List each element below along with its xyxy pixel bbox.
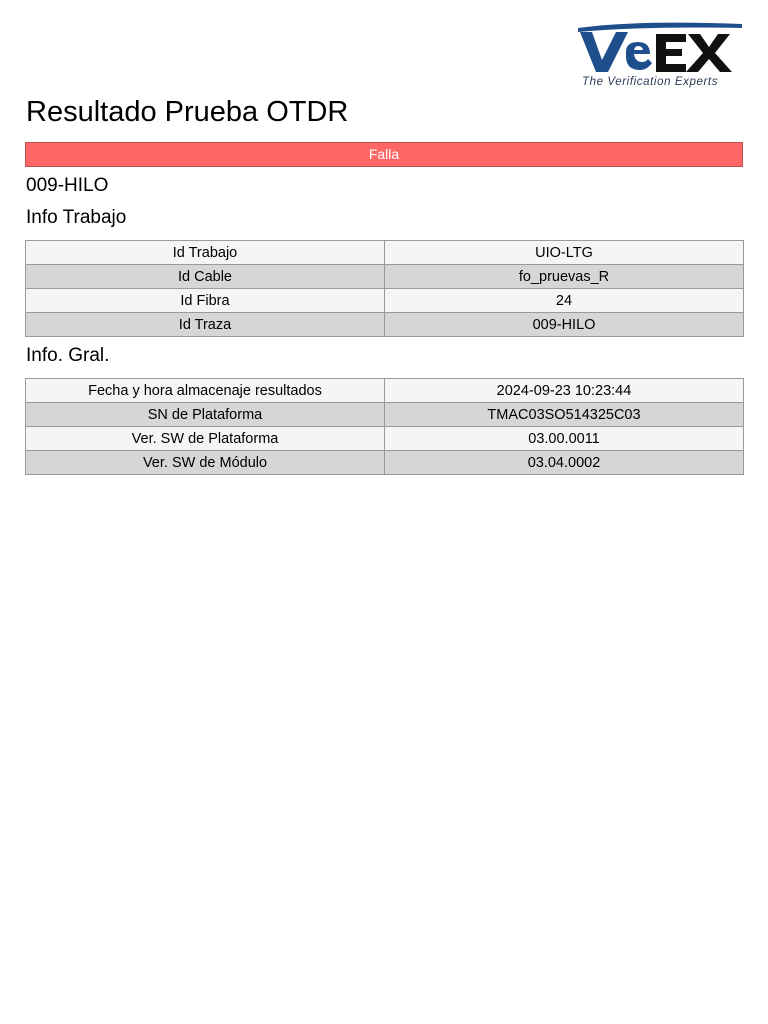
row-value: 009-HILO xyxy=(385,313,744,337)
job-info-heading: Info Trabajo xyxy=(26,207,127,228)
veex-logo xyxy=(576,22,744,92)
veex-logo-mark xyxy=(576,22,744,74)
row-value: fo_pruevas_R xyxy=(385,265,744,289)
table-row xyxy=(26,379,744,403)
row-label: Id Trabajo xyxy=(26,241,385,265)
general-info-heading: Info. Gral. xyxy=(26,345,110,366)
table-row xyxy=(26,427,744,451)
row-label: Id Traza xyxy=(26,313,385,337)
table-row xyxy=(26,313,744,337)
row-label: Ver. SW de Módulo xyxy=(26,451,385,475)
table-row xyxy=(26,265,744,289)
row-value: 03.00.0011 xyxy=(385,427,744,451)
row-value: TMAC03SO514325C03 xyxy=(385,403,744,427)
general-info-table xyxy=(25,378,744,475)
row-label: Id Cable xyxy=(26,265,385,289)
status-badge: Falla xyxy=(25,142,743,167)
page-title: Resultado Prueba OTDR xyxy=(26,96,349,128)
logo-tagline: The Verification Experts xyxy=(582,76,719,88)
row-label: SN de Plataforma xyxy=(26,403,385,427)
row-value: 2024-09-23 10:23:44 xyxy=(385,379,744,403)
table-row xyxy=(26,451,744,475)
row-value: UIO-LTG xyxy=(385,241,744,265)
table-row xyxy=(26,289,744,313)
table-row xyxy=(26,403,744,427)
row-value: 03.04.0002 xyxy=(385,451,744,475)
row-label: Ver. SW de Plataforma xyxy=(26,427,385,451)
trace-name-heading: 009-HILO xyxy=(26,175,109,196)
row-label: Fecha y hora almacenaje resultados xyxy=(26,379,385,403)
job-info-table xyxy=(25,240,744,337)
row-value: 24 xyxy=(385,289,744,313)
row-label: Id Fibra xyxy=(26,289,385,313)
table-row xyxy=(26,241,744,265)
